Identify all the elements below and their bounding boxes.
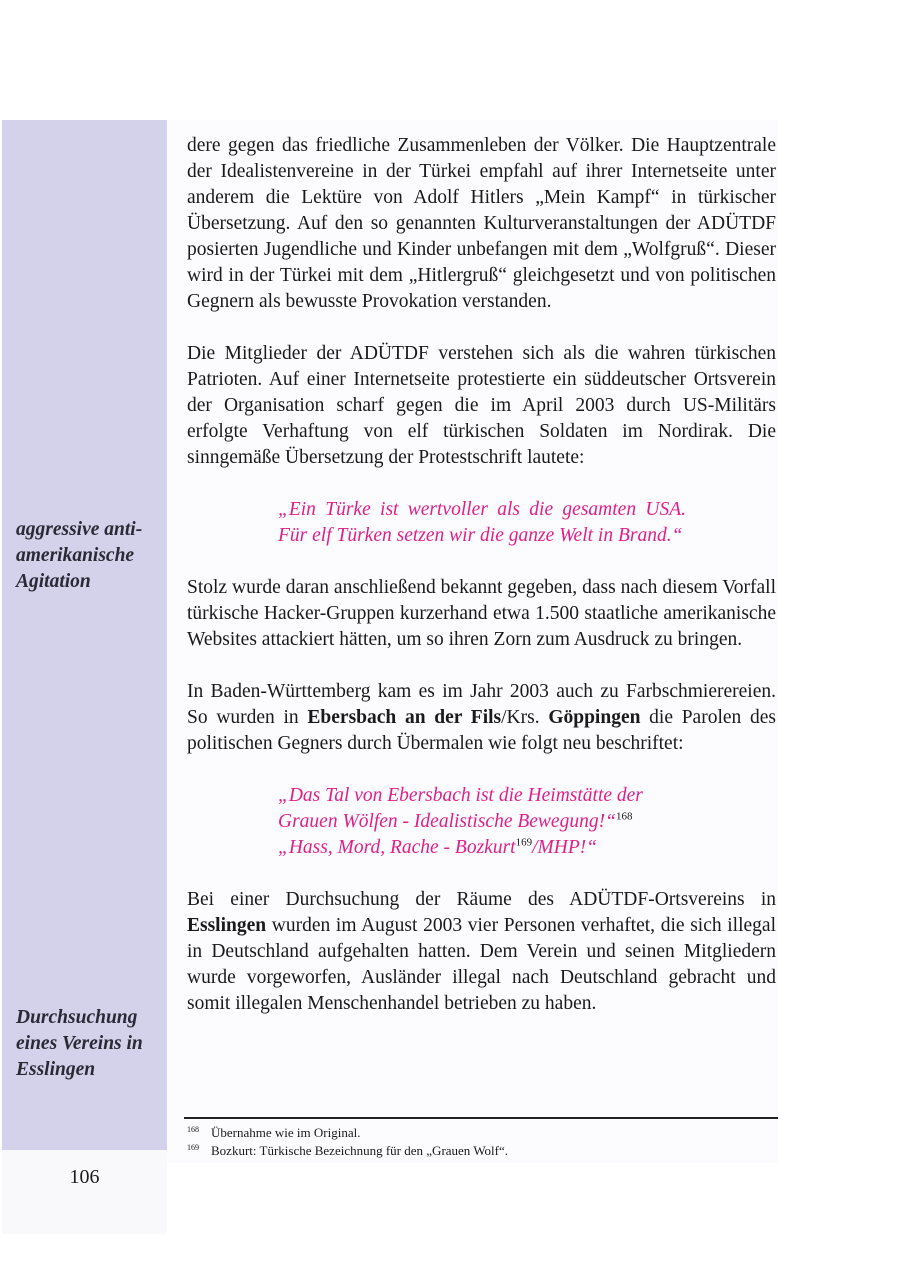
- footnote-text: Bozkurt: Türkische Bezeichnung für den „Grauen Wolf“.: [211, 1142, 509, 1158]
- place-goeppingen: Göppingen: [548, 707, 641, 728]
- quote-text: „Ein Türke ist wertvoller als die gesamten USA. Für elf Türken setzen wir die ganze Welt in Brand.“: [278, 499, 686, 546]
- page-number: 106: [69, 1166, 100, 1188]
- quote-line: [278, 835, 686, 861]
- paragraph: dere gegen das friedliche Zusammenleben der Völker. Die Hauptzentrale der Idealistenvereine in der Türkei empfahl auf ihrer Internetseite unter anderem die Lektüre von Adolf Hitlers „Mein Kampf“ in türkischer Übersetzung. Auf den so genannten Kulturveranstaltungen der ADÜTDF posierten Jugendliche und Kinder unbefangen mit dem „Wolfgruß“. Dieser wird in der Türkei mit dem „Hitlergruß“ gleichgesetzt und von politischen Gegnern als bewusste Provokation verstanden.: [187, 135, 776, 312]
- text-run: die Parolen des politischen Gegners durch Übermalen wie folgt neu beschriftet:: [187, 707, 776, 754]
- paragraph: Die Mitglieder der ADÜTDF verstehen sich als die wahren türkischen Patrioten. Auf einer Internetseite protestierte ein süddeutscher Ortsverein der Organisation scharf gegen die im April 2003 durch US-Militärs erfolgte Verhaftung von elf türkischen Soldaten im Nordirak. Die sinngemäße Übersetzung der Protestschrift lautete:: [187, 343, 776, 468]
- quote-block-1: [278, 497, 686, 549]
- margin-note-line: Durchsuchung: [16, 1007, 138, 1028]
- paragraph: [187, 887, 776, 1017]
- margin-note-line: Esslingen: [16, 1059, 96, 1080]
- footnote-number: 169: [187, 1142, 199, 1152]
- place-esslingen: Esslingen: [187, 915, 267, 936]
- margin-note-line: Agitation: [16, 571, 91, 592]
- margin-note-search: [16, 1005, 166, 1083]
- footnote-number: 168: [187, 1125, 199, 1134]
- quote-block-2: [278, 783, 686, 861]
- main-text: [187, 133, 776, 1043]
- footnote-divider: [184, 1117, 778, 1119]
- footnote-ref[interactable]: 168: [615, 810, 633, 823]
- quote-line: [278, 809, 686, 835]
- paragraph: [187, 679, 776, 757]
- place-ebersbach: Ebersbach an der Fils: [307, 707, 502, 728]
- margin-sidebar: [2, 120, 167, 1150]
- quote-text: Grauen Wölfen - Idealistische Bewegung!“: [278, 811, 616, 832]
- paragraph: Stolz wurde daran anschließend bekannt gegeben, dass nach diesem Vorfall türkische Hacker-Gruppen kurzerhand etwa 1.500 staatliche amerikanische Websites attackiert hätten, um so ihren Zorn zum Ausdruck zu bringen.: [187, 577, 776, 650]
- margin-note-anti-american: [16, 517, 166, 595]
- text-run: wurden im August 2003 vier Personen verhaftet, die sich illegal in Deutschland aufgehalten hatten. Dem Verein und seinen Mitgliedern wurde vorgeworfen, Ausländer illegal nach Deutschland gebracht und somit illegalen Menschenhandel betrieben zu haben.: [187, 915, 776, 1014]
- footnote-ref[interactable]: 169: [515, 836, 533, 849]
- text-run: Bei einer Durchsuchung der Räume des ADÜTDF-Ortsvereins in: [187, 889, 776, 910]
- margin-note-line: eines Vereins in: [16, 1033, 143, 1054]
- quote-text: /MHP!“: [532, 837, 598, 858]
- quote-text: „Hass, Mord, Rache - Bozkurt: [278, 837, 516, 858]
- footnote-168: [187, 1124, 776, 1142]
- text-run: /Krs.: [501, 707, 549, 728]
- sidebar-footer-area: [2, 1150, 167, 1234]
- quote-line: „Das Tal von Ebersbach ist die Heimstätte der: [278, 785, 643, 806]
- footnotes: [187, 1124, 776, 1159]
- margin-note-line: aggressive anti-: [16, 519, 143, 540]
- text-run: In Baden-Württemberg kam es im Jahr 2003 auch zu Farbschmierereien. So wurden in: [187, 681, 776, 728]
- footnote-text: Übernahme wie im Original.: [211, 1125, 361, 1140]
- margin-note-line: amerikanische: [16, 545, 135, 566]
- footnote-169: [187, 1142, 776, 1160]
